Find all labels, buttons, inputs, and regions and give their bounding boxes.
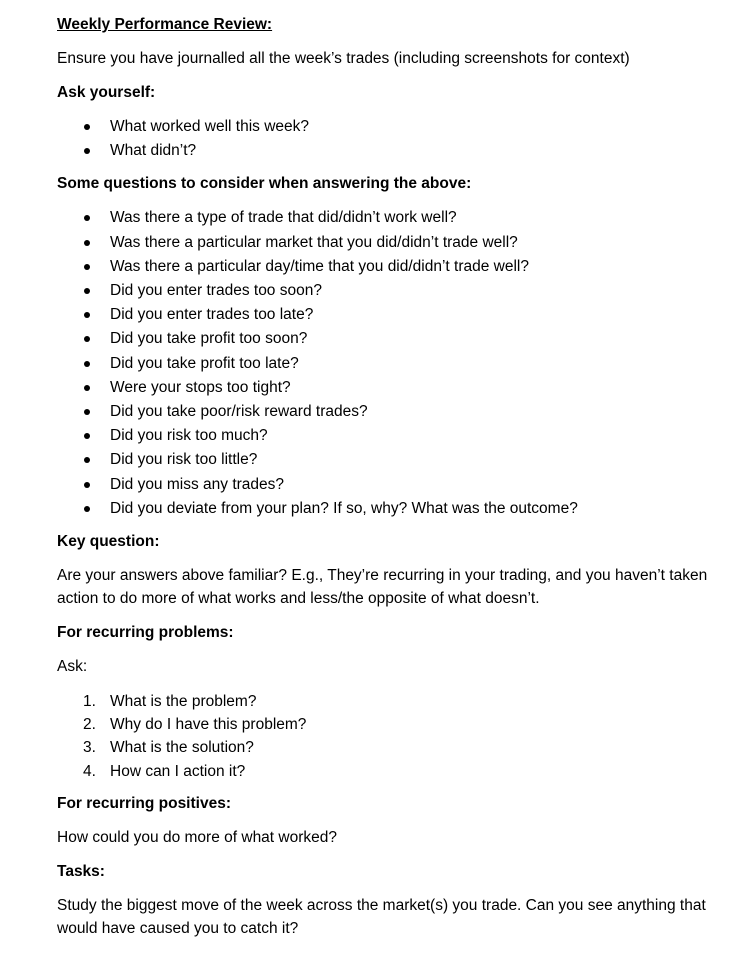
recurring-problems-steps: [57, 690, 717, 783]
key-question-heading: Key question:: [57, 533, 160, 551]
questions-heading: Some questions to consider when answering the above:: [57, 175, 472, 193]
list-item: [57, 206, 717, 230]
list-item: [57, 448, 717, 472]
list-item-text: Did you risk too much?: [110, 427, 268, 445]
ask-yourself-list: [57, 115, 717, 163]
list-item-text: What is the problem?: [110, 693, 257, 711]
list-item-text: Were your stops too tight?: [110, 378, 291, 396]
bullet-icon: [84, 312, 90, 318]
list-item-text: Was there a particular market that you did/didn’t trade well?: [110, 233, 518, 251]
bullet-icon: [84, 264, 90, 270]
list-item: [57, 736, 717, 759]
ask-yourself-heading: Ask yourself:: [57, 84, 156, 101]
bullet-icon: [84, 124, 90, 130]
recurring-problems-heading: For recurring problems:: [57, 624, 234, 642]
list-item-text: Why do I have this problem?: [110, 716, 307, 734]
list-item-text: Did you take profit too soon?: [110, 330, 308, 348]
bullet-icon: [84, 288, 90, 294]
list-item-text: Did you risk too little?: [110, 451, 258, 469]
list-item: [57, 303, 717, 327]
list-item: [57, 279, 717, 303]
list-item: [57, 690, 717, 713]
list-item-text: Was there a particular day/time that you did/didn’t trade well?: [110, 257, 529, 275]
list-item-text: Did you deviate from your plan? If so, why? What was the outcome?: [110, 499, 578, 517]
step-number: 2.: [83, 716, 96, 734]
bullet-icon: [84, 361, 90, 367]
key-question-text: Are your answers above familiar? E.g., They’re recurring in your trading, and you haven’t taken action to do more of what works and less/the opposite of what doesn’t.: [57, 567, 708, 608]
bullet-icon: [84, 433, 90, 439]
list-item: [57, 327, 717, 351]
list-item: [57, 115, 717, 139]
list-item: [57, 376, 717, 400]
list-item: [57, 139, 717, 163]
recurring-positives-text: How could you do more of what worked?: [57, 828, 338, 846]
document-body: [57, 14, 717, 952]
list-item: [57, 760, 717, 783]
list-item: [57, 473, 717, 497]
step-number: 1.: [83, 693, 96, 711]
bullet-icon: [84, 215, 90, 221]
recurring-positives-heading: For recurring positives:: [57, 794, 231, 812]
bullet-icon: [84, 409, 90, 415]
tasks-heading: Tasks:: [57, 862, 105, 880]
intro-paragraph: Ensure you have journalled all the week’s trades (including screenshots for context): [57, 50, 630, 67]
list-item-text: Did you take poor/risk reward trades?: [110, 403, 368, 421]
list-item-text: Did you miss any trades?: [110, 475, 285, 493]
bullet-icon: [84, 506, 90, 512]
bullet-icon: [84, 336, 90, 342]
step-number: 3.: [83, 739, 96, 757]
list-item: [57, 231, 717, 255]
list-item: [57, 352, 717, 376]
list-item: [57, 497, 717, 521]
bullet-icon: [84, 482, 90, 488]
questions-list: [57, 206, 717, 521]
list-item-text: Did you enter trades too late?: [110, 306, 314, 324]
list-item-text: What worked well this week?: [110, 118, 309, 135]
list-item: [57, 255, 717, 279]
step-number: 4.: [83, 762, 96, 780]
list-item-text: Did you take profit too late?: [110, 354, 299, 372]
bullet-icon: [84, 457, 90, 463]
bullet-icon: [84, 240, 90, 246]
bullet-icon: [84, 148, 90, 154]
list-item: [57, 400, 717, 424]
list-item-text: What is the solution?: [110, 739, 254, 757]
bullet-icon: [84, 385, 90, 391]
list-item-text: Did you enter trades too soon?: [110, 282, 322, 300]
list-item-text: Was there a type of trade that did/didn’t work well?: [110, 209, 457, 227]
list-item-text: How can I action it?: [110, 762, 246, 780]
list-item-text: What didn’t?: [110, 142, 197, 160]
tasks-text: Study the biggest move of the week across the market(s) you trade. Can you see anything that would have caused you to catch it?: [57, 896, 706, 937]
list-item: [57, 424, 717, 448]
ask-label: Ask:: [57, 658, 88, 676]
list-item: [57, 713, 717, 736]
document-title: Weekly Performance Review:: [57, 16, 273, 33]
